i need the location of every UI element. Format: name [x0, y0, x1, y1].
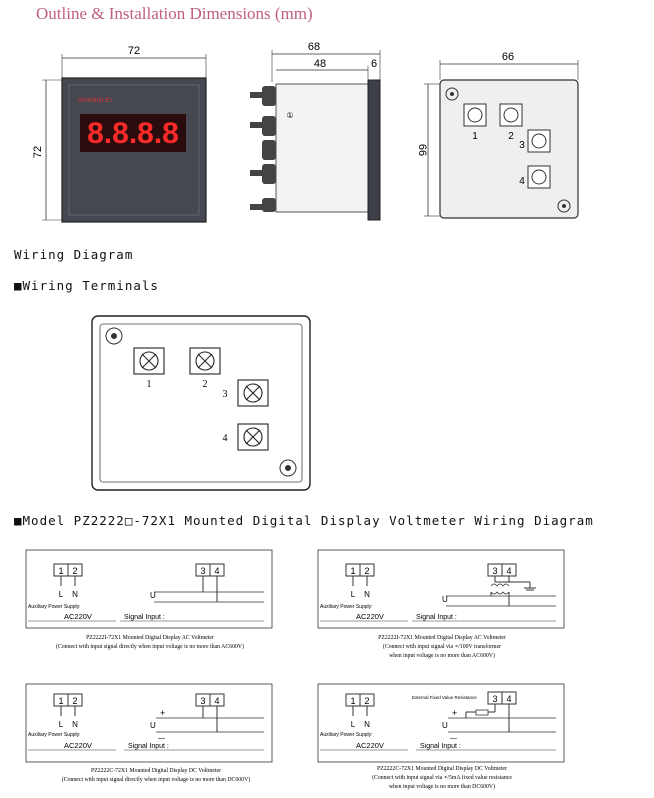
back-terminal-2: 2 — [508, 131, 514, 142]
wiring-diagram-heading: Wiring Diagram — [14, 247, 134, 262]
wiring-diagram-dc-resistor — [316, 682, 572, 798]
signal-label: Signal Input : — [420, 743, 461, 750]
wiring-diagram-dc-direct — [24, 682, 294, 794]
pin-4: 4 — [214, 696, 220, 706]
pin-1: 1 — [350, 696, 356, 706]
back-terminal-4: 4 — [519, 176, 525, 187]
front-view — [28, 40, 218, 230]
caption-line-2: (Connect with input signal directly when input voltage is no more than DC600V) — [61, 777, 251, 783]
block-terminal-4: 4 — [222, 433, 228, 444]
letter-n: N — [364, 590, 370, 599]
wiring-diagram-ac-transformer — [316, 548, 572, 666]
pin-3: 3 — [492, 566, 498, 576]
minus-sign: — — [450, 735, 457, 742]
aux-label: Auxiliary Power Supply: — [320, 732, 373, 738]
wiring-terminals-heading: ■Wiring Terminals — [14, 278, 159, 293]
pin-1: 1 — [58, 696, 64, 706]
brand-logo: SHANGLEI — [78, 98, 113, 104]
block-terminal-2: 2 — [202, 379, 208, 390]
caption-line-3: when input voltage is no more than AC600V) — [389, 653, 495, 659]
signal-label: Signal Input : — [128, 743, 169, 750]
back-width-label: 66 — [501, 51, 515, 63]
side-bezel-label: 6 — [370, 58, 378, 70]
caption-line-2: (Connect with input signal via ∘/100V transformer — [382, 644, 502, 650]
pin-2: 2 — [72, 696, 78, 706]
back-terminal-1: 1 — [472, 131, 478, 142]
pin-2: 2 — [364, 566, 370, 576]
pin-4: 4 — [214, 566, 220, 576]
caption-line-3: when input voltage is no more than DC600V) — [388, 784, 496, 790]
pin-4: 4 — [506, 694, 512, 704]
aux-label: Auxiliary Power Supply: — [28, 604, 81, 610]
aux-value: AC220V — [356, 741, 384, 750]
pin-3: 3 — [200, 696, 206, 706]
pin-2: 2 — [364, 696, 370, 706]
model-heading: ■Model PZ2222□-72X1 Mounted Digital Display Voltmeter Wiring Diagram — [14, 513, 594, 528]
front-width-label: 72 — [127, 45, 141, 57]
caption-line-1: PZ2222I-72X1 Mounted Digital Display AC Voltmeter — [378, 635, 506, 641]
caption-line-2: (Connect with input signal directly when input voltage is no more than AC600V) — [55, 644, 245, 650]
pin-1: 1 — [58, 566, 64, 576]
input-letter: U — [442, 595, 448, 604]
wiring-diagram-ac-direct — [24, 548, 274, 660]
back-height-label: 66 — [416, 143, 428, 157]
block-terminal-1: 1 — [146, 379, 152, 390]
letter-n: N — [72, 720, 78, 729]
front-height-label: 72 — [32, 145, 44, 159]
pin-1: 1 — [350, 566, 356, 576]
caption-line-1: PZ2222I-72X1 Mounted Digital Display AC Voltmeter — [86, 635, 214, 641]
side-view — [240, 40, 390, 230]
signal-label: Signal Input : — [124, 614, 165, 621]
resistor-symbol — [476, 710, 488, 715]
minus-sign: — — [158, 735, 165, 742]
input-letter: U — [150, 721, 156, 730]
letter-l: L — [350, 720, 356, 729]
side-total-label: 68 — [307, 41, 321, 53]
letter-l: L — [58, 720, 64, 729]
back-terminal-3: 3 — [519, 140, 525, 151]
pin-3: 3 — [492, 694, 498, 704]
back-view — [412, 40, 592, 230]
letter-n: N — [72, 590, 78, 599]
letter-l: L — [350, 590, 356, 599]
caption-line-1: PZ2222C-72X1 Mounted Digital Display DC Voltmeter — [376, 766, 508, 772]
block-terminal-3: 3 — [222, 389, 228, 400]
aux-label: Auxiliary Power Supply: — [320, 604, 373, 610]
aux-value: AC220V — [64, 741, 92, 750]
signal-label: Signal Input : — [416, 614, 457, 621]
caption-line-2: (Connect with input signal via ∘/5mA fixed value resistance — [372, 775, 512, 781]
side-bezel — [368, 80, 380, 220]
pin-2: 2 — [72, 566, 78, 576]
caption-line-1: PZ2222C-72X1 Mounted Digital Display DC Voltmeter — [90, 768, 222, 774]
input-letter: U — [150, 591, 156, 600]
plus-sign: + — [160, 708, 166, 718]
led-digits: 8.8.8.8 — [87, 117, 179, 150]
plus-sign: + — [452, 708, 458, 718]
letter-n: N — [364, 720, 370, 729]
aux-value: AC220V — [356, 612, 384, 621]
aux-value: AC220V — [64, 612, 92, 621]
side-body-label: 48 — [313, 58, 327, 70]
pin-3: 3 — [200, 566, 206, 576]
terminal-block — [88, 312, 314, 494]
resistor-label: External Fixed Value Resistance — [412, 695, 477, 700]
page-title: Outline & Installation Dimensions (mm) — [36, 4, 313, 23]
side-mark: ① — [286, 111, 294, 120]
back-housing — [440, 80, 578, 218]
aux-label: Auxiliary Power Supply: — [28, 732, 81, 738]
input-letter: U — [442, 721, 448, 730]
side-housing — [276, 84, 368, 212]
pin-4: 4 — [506, 566, 512, 576]
letter-l: L — [58, 590, 64, 599]
